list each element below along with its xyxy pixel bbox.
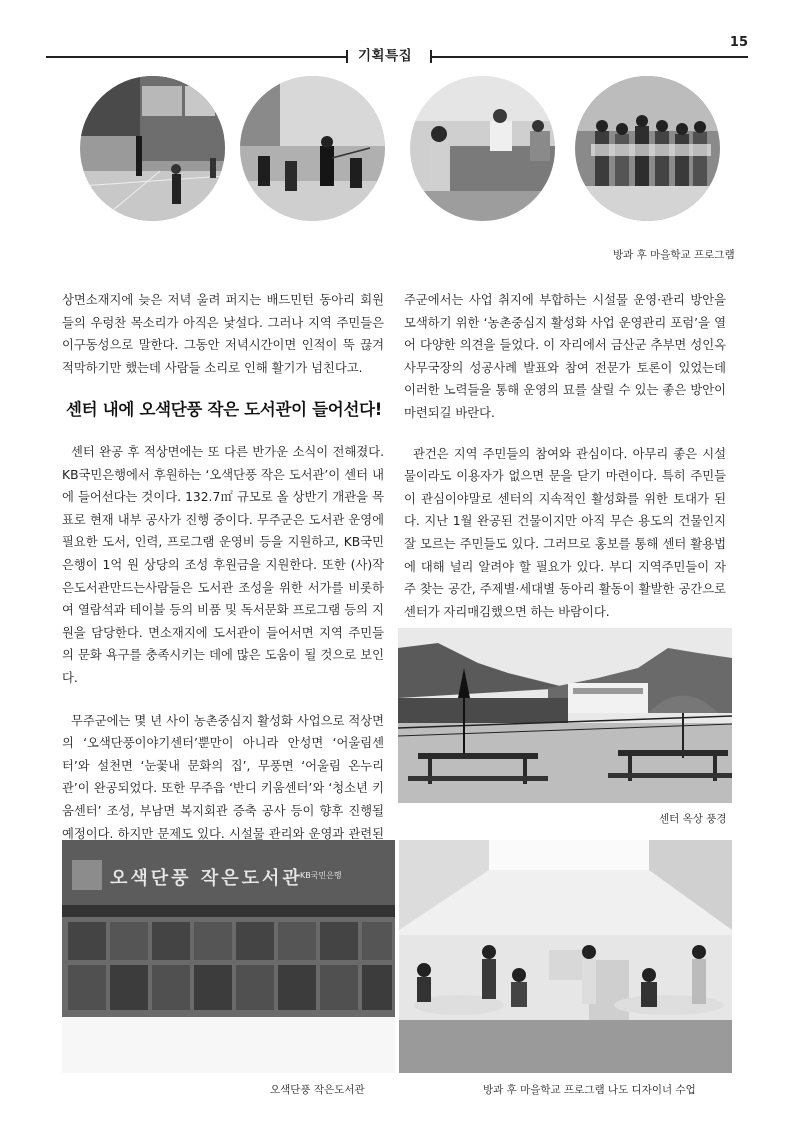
body-paragraph: 관건은 지역 주민들의 참여와 관심이다. 아무리 좋은 시설물이라도 이용자가 없으면 문을 닫기 마련이다. 특히 주민들이 관심이야말로 센터의 지속적인 활성화를 위한 토대가 된다. 지난 1월 완공된 건물이지만 아직 무슨 용도의 건물인지 잘 모르는 주민들도 있다. 그러므로 홍보를 통해 센터 활용법에 대해 널리 알려야 할 필요가 있다. 부디 지역주민들이 자주 찾는 공간, 주제별·세대별 동아리 활동이 활발한 공간으로 센터가 자리매김했으면 하는 바람이다. xyxy=(404,446,726,619)
library-sign-sponsor: KB국민은행 xyxy=(300,871,342,880)
page-number: 15 xyxy=(729,35,748,50)
header-rule-right xyxy=(431,56,748,58)
article-heading: 센터 내에 오색단풍 작은 도서관이 들어선다! xyxy=(66,400,382,419)
header-tick-left xyxy=(346,50,348,63)
photo-circle-craft xyxy=(410,76,555,221)
rooftop-caption: 센터 옥상 풍경 xyxy=(659,813,727,825)
body-paragraph: 무주군에는 몇 년 사이 농촌중심지 활성화 사업으로 적상면의 ‘오색단풍이야기센터’뿐만이 아니라 안성면 ‘어울림센터’와 설천면 ‘눈꽃내 문화의 집’, 무풍면 ‘어울림 온누리관’이 완공되었다. 또한 무주읍 ‘반디 키움센터’와 ‘청소년 키움센터’ 조성, 부남면 복지회관 증축 공사 등이 향후 진행될 예정이다. 하지만 문제도 있다. 시설물 관리와 운영과 관련된 xyxy=(62,713,384,841)
header-rule-left xyxy=(46,56,346,58)
rooftop-photo xyxy=(398,628,732,803)
kendo-practice-image xyxy=(240,76,385,221)
library-photo xyxy=(62,840,395,1073)
photo-circle-children xyxy=(575,76,720,221)
photo-circle-kendo xyxy=(240,76,385,221)
body-paragraph: 주군에서는 사업 취지에 부합하는 시설물 운영·관리 방안을 모색하기 위한 ‘농촌중심지 활성화 사업 운영관리 포럼’을 열어 다양한 의견을 들었다. 이 자리에서 금산군 추부면 성인옥 사무국장의 성공사례 발표와 참여 전문가 토론이 있었는데 이러한 노력들을 통해 운영의 묘를 살릴 수 있는 좋은 방안이 마련되길 바란다. xyxy=(404,293,726,420)
intro-paragraph: 상면소재지에 늦은 저녁 울려 퍼지는 배드민턴 동아리 회원들의 우렁찬 목소리가 아직은 낯설다. 그러나 지역 주민들은 이구동성으로 말한다. 그동안 저녁시간이면 인적이 뚝 끊겨 적막하기만 했는데 사람들 소리로 인해 활기가 넘친다고. xyxy=(62,293,384,375)
body-paragraph: 센터 완공 후 적상면에는 또 다른 반가운 소식이 전해졌다. KB국민은행에서 후원하는 ‘오색단풍 작은 도서관’이 센터 내에 들어선다는 것이다. 132.7㎡ 규모로 올 상반기 개관을 목표로 현재 내부 공사가 진행 중이다. 무주군은 도서관 운영에 필요한 도서, 인력, 프로그램 운영비 등을 지원하고, KB국민은행이 1억 원 상당의 조성 후원금을 지원한다. 또한 (사)작은도서관만드는사람들은 도서관 조성을 위한 서가를 비롯하여 열람석과 테이블 등의 비품 및 독서문화 프로그램 등의 지원을 담당한다. 면소재지에 도서관이 들어서면 지역 주민들의 문화 욕구를 충족시키는 데에 많은 도움이 될 것으로 보인다. xyxy=(62,445,384,685)
left-column-intro xyxy=(62,289,384,379)
gym-badminton-image xyxy=(80,76,225,221)
class-photo xyxy=(399,840,732,1073)
craft-class-image xyxy=(410,76,555,221)
class-caption: 방과 후 마을학교 프로그램 나도 디자이너 수업 xyxy=(483,1084,696,1096)
section-title: 기획특집 xyxy=(358,48,413,64)
top-photos-caption: 방과 후 마을학교 프로그램 xyxy=(613,249,735,261)
children-group-image xyxy=(575,76,720,221)
class-image xyxy=(399,840,732,1073)
rooftop-image xyxy=(398,628,732,803)
library-caption: 오색단풍 작은도서관 xyxy=(270,1084,365,1096)
left-column-body xyxy=(62,441,384,868)
library-sign-text: 오색단풍 작은도서관 xyxy=(110,868,303,889)
photo-circle-badminton xyxy=(80,76,225,221)
right-column-body xyxy=(404,289,726,623)
